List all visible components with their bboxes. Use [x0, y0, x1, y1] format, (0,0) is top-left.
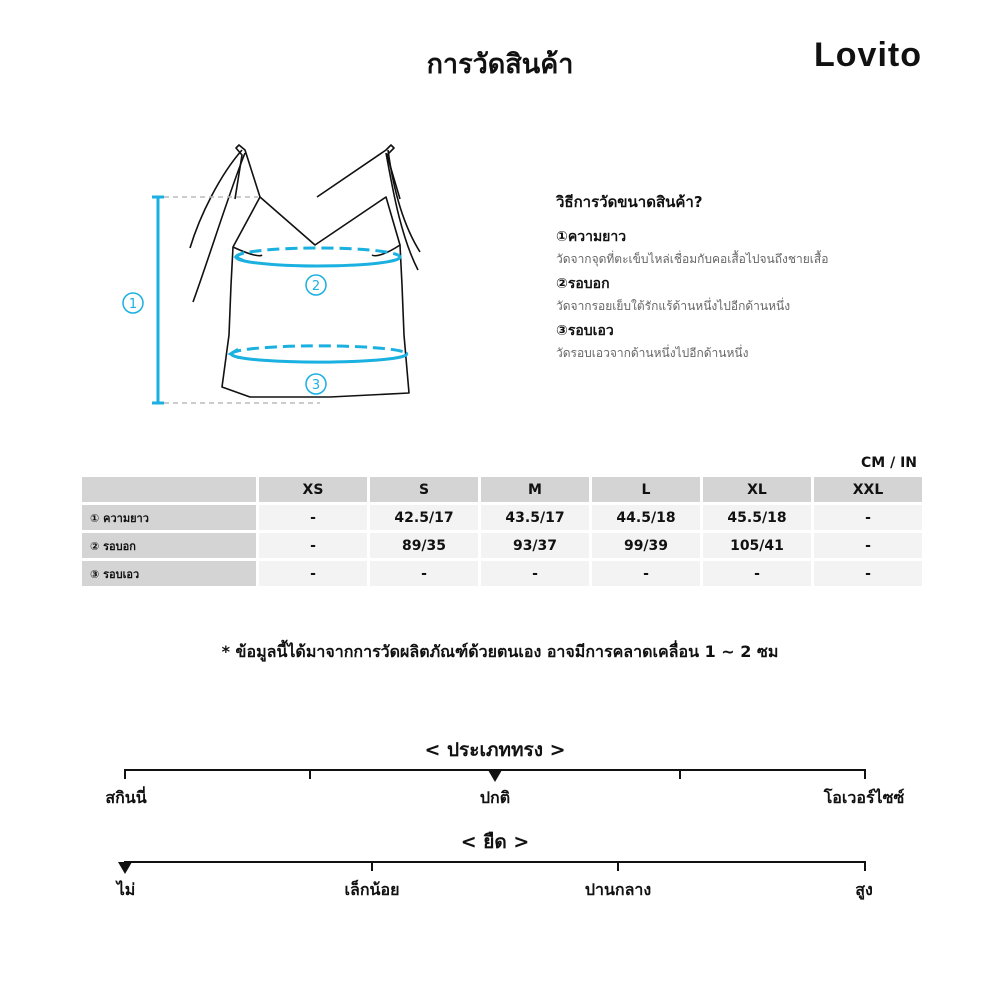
table-cell: 43.5/17 [481, 505, 589, 530]
brand-logo: Lovito [814, 36, 922, 74]
size-header-l: L [592, 477, 700, 502]
fit-scale-tick [679, 769, 681, 779]
table-cell: 99/39 [592, 533, 700, 558]
size-header-m: M [481, 477, 589, 502]
table-cell: - [481, 561, 589, 586]
fit-scale-tick [864, 769, 866, 779]
guide-item-waist-title: ③รอบเอว [556, 323, 614, 339]
callout-waist: 3 [311, 378, 321, 393]
page-title: การวัดสินค้า [426, 49, 574, 80]
garment-diagram [100, 135, 430, 415]
table-cell: 105/41 [703, 533, 811, 558]
row-label-bust: ② รอบอก [82, 533, 256, 558]
size-header-xxl: XXL [814, 477, 922, 502]
table-header-row [82, 477, 922, 502]
fit-label-regular: ปกติ [479, 788, 511, 807]
measurement-note: * ข้อมูลนี้ได้มาจากการวัดผลิตภัณฑ์ด้วยตนเอง อาจมีการคลาดเคลื่อน 1 ~ 2 ซม [221, 642, 779, 661]
left-tie-2 [193, 153, 245, 302]
waist-indicator [230, 346, 407, 394]
length-indicator [123, 197, 320, 403]
unit-label: CM / IN [861, 455, 917, 471]
table-cell: - [259, 505, 367, 530]
table-cell: 44.5/18 [592, 505, 700, 530]
stretch-scale-marker [118, 862, 132, 874]
callout-length: 1 [128, 297, 138, 312]
guide-item-bust-desc: วัดจากรอยเย็บใต้รักแร้ด้านหนึ่งไปอีกด้านหนึ่ง [556, 299, 791, 313]
table-row [82, 561, 922, 586]
table-corner-cell [82, 477, 256, 502]
fit-scale-title: < ประเภททรง > [424, 739, 566, 761]
size-header-xl: XL [703, 477, 811, 502]
stretch-label-medium: ปานกลาง [584, 880, 652, 899]
right-strap [317, 145, 400, 199]
stretch-scale-title: < ยืด > [460, 831, 530, 853]
garment-body [222, 197, 409, 397]
table-row [82, 505, 922, 530]
table-row [82, 533, 922, 558]
table-cell: 42.5/17 [370, 505, 478, 530]
guide-item-waist-desc: วัดรอบเอวจากด้านหนึ่งไปอีกด้านหนึ่ง [556, 346, 749, 360]
guide-item-length-desc: วัดจากจุดที่ตะเข็บไหล่เชื่อมกับคอเสื้อไปจนถึงชายเสื้อ [556, 252, 829, 266]
table-cell: - [814, 561, 922, 586]
table-cell: - [814, 505, 922, 530]
stretch-scale-line [125, 861, 865, 863]
table-cell: 45.5/18 [703, 505, 811, 530]
table-cell: - [592, 561, 700, 586]
fit-scale-tick [124, 769, 126, 779]
stretch-scale-tick [864, 861, 866, 871]
fit-scale-tick [309, 769, 311, 779]
row-label-length: ① ความยาว [82, 505, 256, 530]
guide-item-length-title: ①ความยาว [556, 229, 627, 245]
size-header-xs: XS [259, 477, 367, 502]
table-cell: - [703, 561, 811, 586]
guide-heading: วิธีการวัดขนาดสินค้า? [556, 193, 703, 211]
fit-scale-marker [488, 770, 502, 782]
fit-label-oversize: โอเวอร์ไซซ์ [823, 788, 905, 807]
stretch-label-high: สูง [855, 880, 873, 899]
table-cell: 93/37 [481, 533, 589, 558]
table-cell: - [814, 533, 922, 558]
stretch-scale-tick [617, 861, 619, 871]
stretch-label-slight: เล็กน้อย [344, 880, 400, 899]
table-cell: 89/35 [370, 533, 478, 558]
callout-bust: 2 [311, 279, 321, 294]
size-header-s: S [370, 477, 478, 502]
table-cell: - [259, 561, 367, 586]
guide-item-bust-title: ②รอบอก [556, 276, 610, 292]
fit-label-skinny: สกินนี่ [105, 788, 147, 807]
size-table [79, 474, 925, 589]
table-cell: - [259, 533, 367, 558]
row-label-waist: ③ รอบเอว [82, 561, 256, 586]
stretch-label-none: ไม่ [116, 880, 136, 899]
measurement-guide [556, 190, 956, 367]
stretch-scale-tick [371, 861, 373, 871]
table-cell: - [370, 561, 478, 586]
